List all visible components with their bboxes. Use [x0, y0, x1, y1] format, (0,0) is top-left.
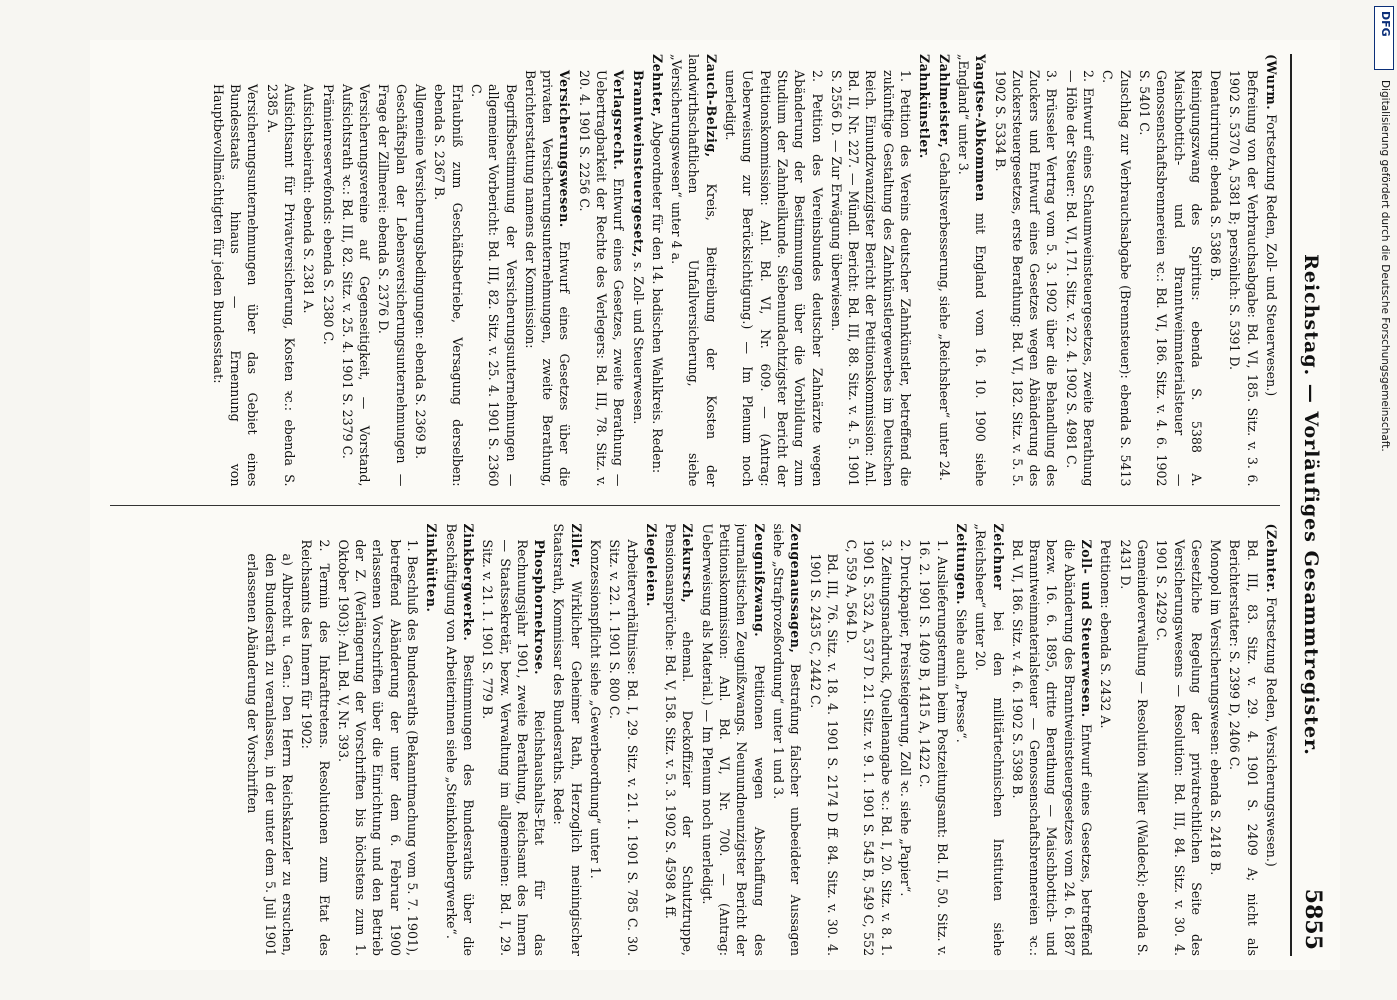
entry-text: Siehe auch „Presse“. — [953, 604, 969, 743]
entry-heading: Zauch-Belzig, — [703, 54, 719, 158]
register-entry — [606, 524, 641, 957]
entry-heading: (Zehnter. — [1264, 523, 1279, 594]
entry-text: 2. Termin des Inkrafttretens. Resolutionen zum Etat des Reichsamts des Innern für 1902: — [299, 539, 332, 956]
entry-heading: Zehnter, — [649, 54, 665, 118]
register-entry — [550, 524, 585, 957]
entry-heading: Versicherungswesen. — [557, 70, 573, 228]
entry-text: bei den militärtechnischen Instituten siehe „Reichsheer“ unter 20. — [973, 523, 1006, 956]
entry-heading: Zeugnißzwang. — [751, 523, 767, 638]
entry-heading: (Wurm. — [1264, 54, 1279, 111]
register-entry — [412, 54, 429, 487]
entry-text: Geschäftsplan der Lebensversicherungsunternehmungen — Frage der Zillmerei: ebenda S. 2376 D. — [376, 84, 409, 487]
register-entry — [479, 524, 548, 957]
entry-text: Gehaltsverbesserung, siehe „Reichsheer“ unter 24. — [936, 148, 952, 481]
register-entry — [1116, 524, 1151, 957]
register-entry — [916, 524, 951, 957]
entry-text: Denaturirung: ebenda S. 5386 B. — [1208, 70, 1224, 282]
register-entry — [649, 54, 666, 487]
register-entry — [263, 54, 298, 487]
register-entry — [300, 54, 317, 487]
dfg-logo — [1374, 6, 1394, 70]
entry-text: Fortsetzung Reden, Zoll- und Steuerwesen.) — [1264, 110, 1279, 397]
text-columns — [110, 54, 1280, 956]
column-divider — [110, 505, 1280, 506]
entry-text: Aufsichtsbeirath: ebenda S. 2381 A. — [301, 84, 317, 314]
register-entry — [770, 524, 805, 957]
entry-text: Entwurf eines Gesetzes über die privaten Versicherungsunternehmungen, zweite Berathung, Berichterstattung namens der Kommission: — [522, 70, 573, 487]
register-entry — [828, 54, 914, 487]
entry-text: Fortsetzung Reden, Versicherungswesen.) — [1264, 593, 1279, 867]
entry-heading: Zahlmeister, — [936, 54, 952, 149]
entry-text: Bestimmungen des Bundesraths über die Beschäftigung von Arbeiterinnen siehe „Steinkohlenbergwerke“. — [443, 523, 476, 956]
digitization-note — [1377, 80, 1391, 940]
entry-text: Wirklicher Geheimer Rath, Herzoglich meiningischer Staatsrath, Kommissar des Bundesraths. Rede: — [551, 523, 584, 956]
entry-text: Monopol im Versicherungswesen: ebenda S. 2418 B. — [1208, 539, 1224, 876]
entry-text: 1. Beschluß des Bundesraths (Bekanntmachung vom 5. 7. 1901), betreffend Abänderung der unter dem 6. Februar 1900 erlassenen Vorschriften über die Einrichtung und den Betrieb der Z. (Verlängerung der Vorschriften bis höchstens zum 1. Oktober 1903): Anl. Bd. V, Nr. 393. — [335, 539, 421, 956]
register-entry — [668, 54, 720, 487]
register-entry — [643, 524, 660, 957]
entry-text: 2. Petition des Vereinsbundes deutscher Zahnärzte wegen Abänderung der Bestimmungen über die Vorbildung zum Studium der Zahnheilkunde. Siebenundachtzigster Bericht der Petitionskommission: Anl. Bd. VI, Nr. 609. — (Antrag: Ueberweisung zur Berücksichtigung.) — Im Plenum noch unerledigt. — [723, 70, 825, 487]
entry-text: Aufsichtsamt für Privatversicherung, Kosten ꝛc.: ebenda S. 2385 A. — [264, 84, 297, 487]
entry-heading: Zeugenaussagen, — [788, 523, 804, 654]
register-entry — [339, 54, 374, 487]
register-entry — [1263, 524, 1280, 957]
register-entry — [1099, 54, 1134, 487]
entry-text: Reichshaushalts-Etat für das Rechnungsjahr 1901, zweite Berathung, Reichsamt des Innern — Staatssekretär, bezw. Verwaltung im allgemeinen: Bd. I, 29. Sitz. v. 21. 1. 1901 S. 779 B. — [480, 539, 548, 956]
entry-heading: Yangtse-Abkommen — [973, 54, 989, 202]
register-entry — [1097, 524, 1114, 957]
entry-text: 1. Auslieferungstermin beim Postzeitungsamt: Bd. II, 50. Sitz. v. 16. 2. 1901 S. 1409 B, 1415 A, 1422 C. — [917, 539, 950, 956]
register-entry — [319, 54, 336, 487]
entry-text: Allgemeine Versicherungsbedingungen: ebenda S. 2369 B. — [413, 84, 429, 459]
register-entry — [972, 524, 1007, 957]
entry-text: Kreis, Beitreibung der Kosten der landwirthschaftlichen Unfallversicherung, siehe „Versicherungswesen“ unter 4 a. — [669, 54, 719, 487]
header-rule — [1290, 54, 1292, 956]
entry-text: a) Albrecht u. Gen.: Den Herrn Reichskanzler zu ersuchen, den Bundesrath zu veranlassen, in der unter dem 5. Juli 1901 erlassenen Abänderung der Vorschriften — [245, 553, 295, 956]
entry-heading: Zeichner — [990, 523, 1006, 591]
entry-heading: Zoll- und Steuerwesen. — [1079, 539, 1095, 718]
register-entry — [1226, 54, 1261, 487]
register-entry — [955, 54, 990, 487]
entry-text: Gesetzliche Regelung der privatrechtlichen Seite des Versicherungswesens — Resolution: Bd. III, 84. Sitz. v. 30. 4. 1901 S. 2429 C. — [1154, 539, 1204, 956]
register-entry — [587, 524, 604, 957]
register-entry — [1207, 524, 1224, 957]
register-entry — [662, 524, 697, 957]
entry-text: ehemal. Deckoffizier der Schutztruppe, Pensionsansprüche: Bd. V, 158. Sitz. v. 5. 3. 1902 S. 4598 A ff. — [663, 523, 696, 956]
register-entry — [244, 524, 296, 957]
register-entry — [806, 524, 841, 957]
register-entry — [843, 524, 895, 957]
column-right — [110, 524, 1280, 957]
entry-heading: Ziller, — [568, 523, 584, 569]
entry-heading: Zeitungen. — [953, 523, 969, 605]
entry-text: Reinigungszwang des Spiritus: ebenda S. 5388 A. Maischbottich- und Branntweinmaterialsteuer — Genossenschaftsbrennereien ꝛc.: Bd. VI, 186. Sitz. v. 4. 6. 1902 S. 5401 C. — [1136, 70, 1204, 487]
entry-text: 3. Brüsseler Vertrag vom 5. 3. 1902 über die Behandlung des Zuckers und Entwurf eines Gesetzes wegen Abänderung des Zuckersteuergesetzes, erste Berathung: Bd. VI, 182. Sitz. v. 5. 5. 1902 S. 5334 B. — [992, 70, 1060, 487]
register-entry — [522, 54, 574, 487]
register-entry — [1153, 524, 1205, 957]
entry-text: 1. Petition des Vereins deutscher Zahnkünstler, betreffend die zukünftige Gestaltung des Zahnkünstlergewerbes im Deutschen Reich. Einundzwanzigster Bericht der Petitionskommission: Anl. Bd. II, Nr. 227. — Mündl. Bericht: Bd. III, 88. Sitz. v. 4. 5. 1901 S. 2556 D. — Zur Erwägung überwiesen. — [828, 70, 914, 487]
entry-heading: Phosphornekrose. — [532, 539, 548, 676]
register-entry — [298, 524, 333, 957]
register-entry — [1009, 524, 1095, 957]
rotated-page — [90, 40, 1340, 970]
entry-text: Entwurf eines Gesetzes, betreffend die Abänderung des Branntweinsteuergesetzes vom 24. 6. 1887 bezw. 16. 6. 1895, dritte Berathung — Maischbottich- und Branntweinmaterialsteuer — Genossenschaftsbrennereien ꝛc.: Bd. VI, 186. Sitz. v. 4. 6. 1902 S. 5398 B. — [1009, 539, 1095, 956]
register-entry — [991, 54, 1060, 487]
entry-text: Prämienreservefonds: ebenda S. 2380 C. — [320, 84, 336, 345]
column-left — [110, 54, 1280, 487]
register-entry — [375, 54, 410, 487]
register-entry — [423, 524, 440, 957]
entry-text: Versicherungsvereine auf Gegenseitigkeit, — Vorstand, Aufsichtsrath ꝛc.: Bd. III, 82. Sitz. v. 25. 4. 1901 S. 2379 C. — [339, 84, 373, 487]
entry-text: Versicherungsunternehmungen über das Gebiet eines Bundesstaats hinaus — Ernennung von Hauptbevollmächtigten für jeden Bundesstaat: — [210, 84, 261, 487]
register-entry — [1207, 54, 1224, 487]
register-entry — [209, 54, 261, 487]
entry-text: 3. Zeitungsnachdruck, Quellenangabe ꝛc.: Bd. I, 20. Sitz. v. 8. 1. 1901 S. 532 A, 537 D. 21. Sitz. v. 9. 1. 1901 S. 545 B, 549 C, 552 C, 559 A, 564 D. — [844, 539, 894, 956]
entry-text: Petitionen wegen Abschaffung des journalistischen Zeugnißzwangs. Neunundneunzigster Bericht der Petitionskommission: Anl. Bd. VI, Nr. 700. — (Antrag: Ueberweisung als Material.) — Im Plenum noch unerledigt. — [699, 523, 767, 956]
entry-text: Bd. III, 76. Sitz. v. 18. 4. 1901 S. 2174 D ff. 84. Sitz. v. 30. 4. 1901 S. 2435 C, 2442 C. — [807, 553, 840, 956]
register-entry — [431, 54, 466, 487]
entry-heading: Ziegeleien. — [643, 523, 659, 607]
entry-text: Begriffsbestimmung der Versicherungsunternehmungen — allgemeiner Vorbericht: Bd. III, 82. Sitz. v. 25. 4. 1901 S. 2360 C. — [468, 84, 519, 487]
entry-text: 2. Entwurf eines Schaumweinsteuergesetzes, zweite Berathung — Höhe der Steuer: Bd. VI, 171. Sitz. v. 22. 4. 1902 S. 4981 C. — [1063, 70, 1097, 487]
entry-text: Entwurf eines Gesetzes, zweite Berathung — Uebertragbarkeit der Rechte des Verlegers: Bd. III, 78. Sitz. v. 20. 4. 1901 S. 2256 C. — [576, 70, 627, 487]
entry-text: mit England vom 16. 10. 1900 siehe „England“ unter 3. — [955, 54, 989, 487]
entry-text: Bd. III, 83. Sitz. v. 29. 4. 1901 S. 2409 A; nicht als Berichterstatter: S. 2399 D, 2406 C. — [1227, 539, 1260, 956]
register-entry — [722, 54, 826, 487]
entry-text: s. Zoll- und Steuerwesen. — [630, 257, 646, 425]
entry-text: Abgeordneter für den 14. badischen Wahlkreis. Reden: — [649, 117, 665, 474]
dfg-logo-text: DFG — [1379, 11, 1392, 37]
register-entry — [1263, 54, 1280, 487]
register-entry — [1136, 54, 1205, 487]
entry-text: Erlaubniß zum Geschäftsbetriebe, Versagung derselben: ebenda S. 2367 B. — [432, 84, 465, 487]
register-entry — [629, 54, 646, 487]
entry-text: 2. Druckpapier, Preissteigerung, Zoll ꝛc. siehe „Papier“. — [898, 539, 914, 897]
register-entry — [699, 524, 768, 957]
register-entry — [442, 524, 477, 957]
register-entry — [935, 54, 952, 487]
digitization-note-text: Digitalisierung gefördert durch die Deutsche Forschungsgemeinschaft. — [1379, 80, 1391, 452]
register-entry — [575, 54, 627, 487]
entry-heading: Branntweinsteuergesetz, — [630, 70, 646, 258]
entry-heading: Verlagsrecht. — [611, 70, 627, 171]
register-entry — [1062, 54, 1097, 487]
page-number: 5855 — [1300, 888, 1326, 950]
register-entry — [468, 54, 520, 487]
register-entry — [897, 524, 914, 957]
register-entry — [916, 54, 933, 487]
entry-text: Arbeiterverhältnisse: Bd. I, 29. Sitz. v. 21. 1. 1901 S. 785 C. 30. Sitz. v. 22. 1. 1901 S. 800 C. — [607, 539, 640, 956]
register-entry — [335, 524, 421, 957]
page-header-title: Reichstag. — Vorläufiges Gesammtregister. — [1300, 254, 1322, 756]
entry-text: Gemeindeverwaltung — Resolution Müller (Waldeck): ebenda S. 2431 D. — [1117, 539, 1150, 956]
entry-heading: Zahnkünstler. — [917, 54, 933, 159]
entry-heading: Zinkhütten. — [424, 523, 440, 613]
entry-heading: Zinkbergwerke. — [460, 523, 476, 642]
entry-text: Bestrafung falscher unbeeideter Aussagen siehe „Strafprozeßordnung“ unter 1 und 3. — [770, 523, 804, 956]
entry-text: Befreiung von der Verbrauchsabgabe: Bd. VI, 185. Sitz. v. 3. 6. 1902 S. 5370 A, 5381 B; persönlich: S. 5391 D. — [1227, 70, 1260, 487]
entry-text: Petitionen: ebenda S. 2432 A. — [1098, 539, 1114, 729]
register-entry — [953, 524, 970, 957]
entry-text: Konzessionspflicht siehe „Gewerbeordnung“ unter 1. — [588, 539, 604, 879]
entry-text: Zuschlag zur Verbrauchsabgabe (Brennsteuer): ebenda S. 5413 C. — [1100, 70, 1133, 487]
entry-heading: Ziekursch, — [680, 523, 696, 604]
register-entry — [1226, 524, 1261, 957]
